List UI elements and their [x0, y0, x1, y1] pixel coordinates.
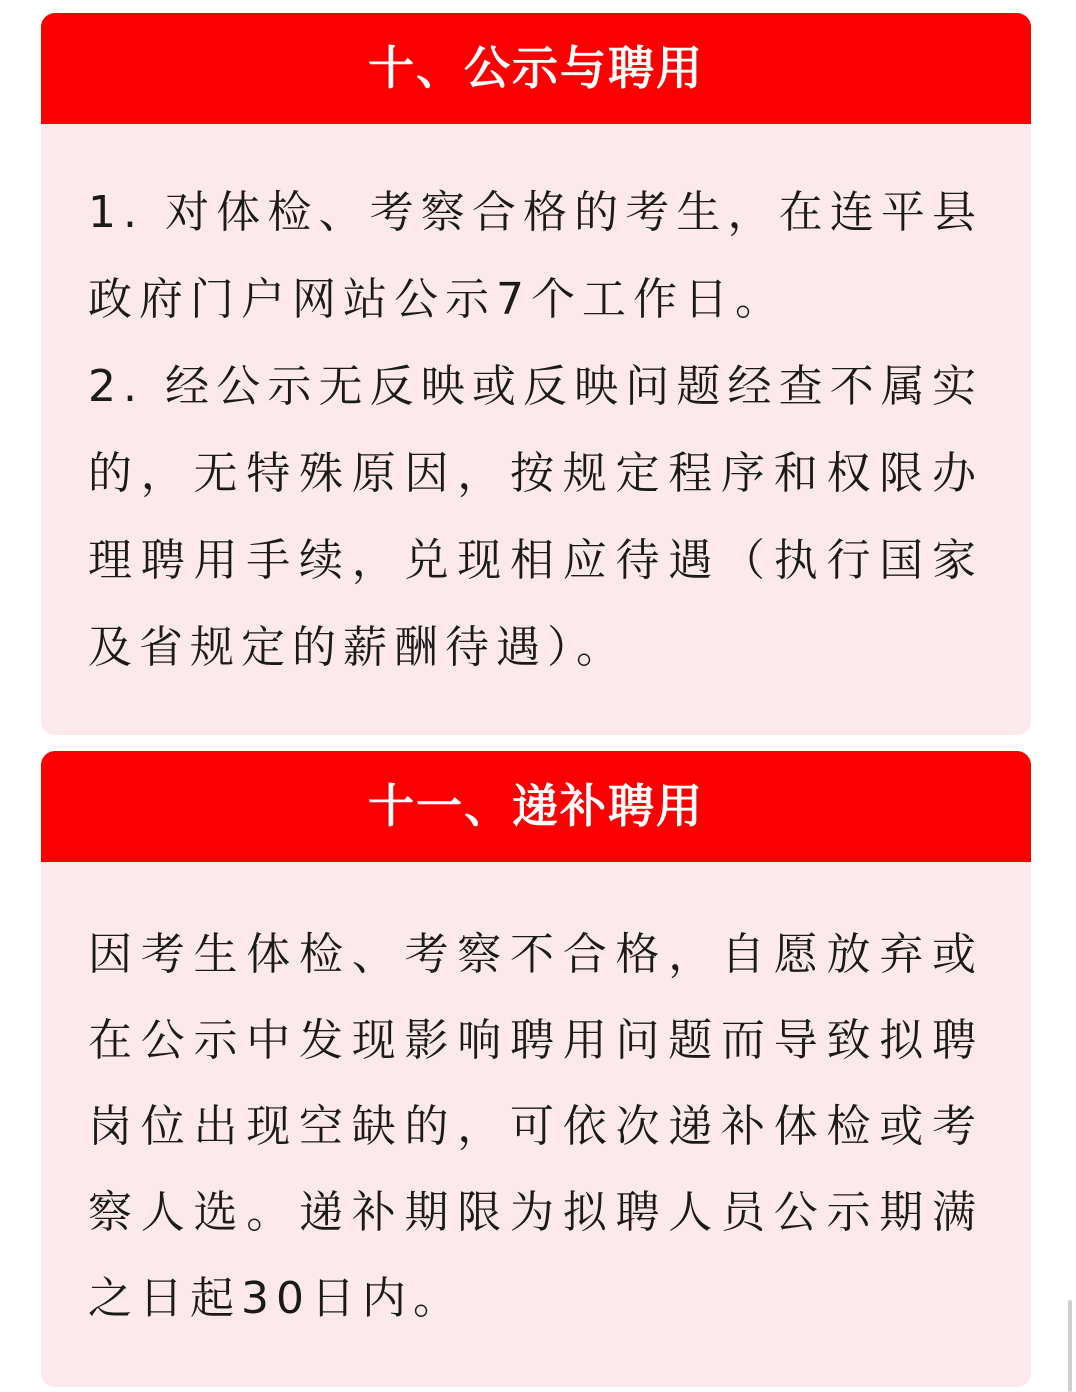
paragraph-item-1: 1. 对体检、考察合格的考生，在连平县政府门户网站公示7个工作日。 [88, 187, 983, 325]
section-body [41, 862, 1031, 1342]
section-header [41, 751, 1031, 862]
paragraph-item: 因考生体检、考察不合格，自愿放弃或在公示中发现影响聘用问题而导致拟聘岗位出现空缺的，可依次递补体检或考察人选。递补期限为拟聘人员公示期满之日起30日内。 [88, 929, 983, 1324]
section-header [41, 13, 1031, 124]
section-title: 十、公示与聘用 [368, 40, 704, 95]
section-card-substitute [41, 751, 1031, 1387]
scrollbar-thumb[interactable] [1068, 1300, 1072, 1392]
section-body [41, 124, 1031, 691]
paragraph-item-2: 2. 经公示无反映或反映问题经查不属实的，无特殊原因，按规定程序和权限办理聘用手续，兑现相应待遇（执行国家及省规定的薪酬待遇）。 [88, 361, 983, 673]
section-card-publicity [41, 13, 1031, 735]
section-title: 十一、递补聘用 [368, 778, 704, 833]
